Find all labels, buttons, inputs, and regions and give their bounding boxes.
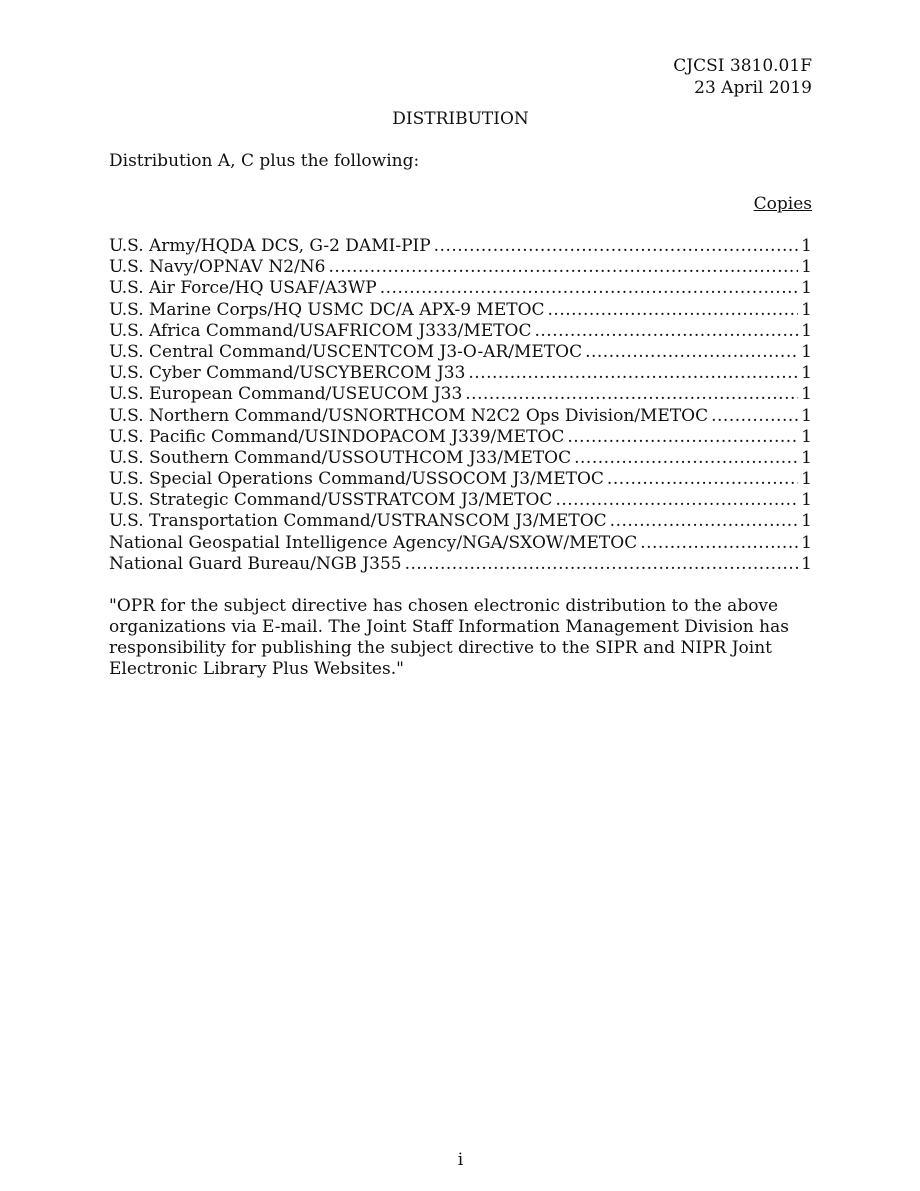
organization-name: U.S. Navy/OPNAV N2/N6 xyxy=(109,257,326,278)
copy-count: 1 xyxy=(801,553,812,574)
copy-count: 1 xyxy=(801,469,812,490)
copy-count: 1 xyxy=(801,257,812,278)
distribution-list xyxy=(109,236,812,575)
copy-count: 1 xyxy=(801,278,812,299)
organization-name: U.S. Marine Corps/HQ USMC DC/A APX-9 METOC xyxy=(109,299,545,320)
list-item xyxy=(109,236,812,257)
copy-count: 1 xyxy=(801,299,812,320)
copy-count: 1 xyxy=(801,511,812,532)
dot-leader xyxy=(434,236,799,257)
organization-name: U.S. Southern Command/USSOUTHCOM J33/METOC xyxy=(109,447,572,468)
list-item xyxy=(109,257,812,278)
copy-count: 1 xyxy=(801,236,812,256)
list-item xyxy=(109,427,812,448)
dot-leader xyxy=(465,384,798,405)
organization-name: U.S. Pacific Command/USINDOPACOM J339/METOC xyxy=(109,426,565,447)
list-item xyxy=(109,406,812,427)
document-number: CJCSI 3810.01F xyxy=(673,56,812,76)
copy-count: 1 xyxy=(801,405,812,426)
dot-leader xyxy=(610,511,799,532)
organization-name: National Geospatial Intelligence Agency/NGA/SXOW/METOC xyxy=(109,532,638,553)
list-item xyxy=(109,511,812,532)
dot-leader xyxy=(405,554,799,575)
organization-name: U.S. European Command/USEUCOM J33 xyxy=(109,384,463,405)
document-header xyxy=(673,55,812,99)
list-item xyxy=(109,533,812,554)
dot-leader xyxy=(607,469,798,490)
organization-name: U.S. Strategic Command/USSTRATCOM J3/METOC xyxy=(109,490,553,511)
dot-leader xyxy=(585,342,798,363)
document-date: 23 April 2019 xyxy=(694,78,812,98)
page-title: DISTRIBUTION xyxy=(392,109,529,129)
copy-count: 1 xyxy=(801,320,812,341)
organization-name: U.S. Special Operations Command/USSOCOM J3/METOC xyxy=(109,469,604,490)
dot-leader xyxy=(567,427,798,448)
list-item xyxy=(109,554,812,575)
document-page xyxy=(109,0,812,1191)
page-number: i xyxy=(457,1150,464,1170)
organization-name: U.S. Central Command/USCENTCOM J3-O-AR/METOC xyxy=(109,341,583,362)
distribution-note: "OPR for the subject directive has chosen electronic distribution to the above organizations via E-mail. The Joint Staff Information Management Division has responsibility for publishing the subject directive to the SIPR and NIPR Joint Electronic Library Plus Websites." xyxy=(109,596,789,679)
organization-name: U.S. Air Force/HQ USAF/A3WP xyxy=(109,278,377,299)
list-item xyxy=(109,490,812,511)
dot-leader xyxy=(640,533,798,554)
dot-leader xyxy=(555,490,798,511)
organization-name: National Guard Bureau/NGB J355 xyxy=(109,553,402,574)
organization-name: U.S. Army/HQDA DCS, G-2 DAMI-PIP xyxy=(109,236,431,256)
list-item xyxy=(109,469,812,490)
dot-leader xyxy=(548,300,799,321)
dot-leader xyxy=(535,321,799,342)
dot-leader xyxy=(380,278,798,299)
distribution-intro: Distribution A, C plus the following: xyxy=(109,151,420,171)
dot-leader xyxy=(711,406,798,427)
organization-name: U.S. Transportation Command/USTRANSCOM J3/METOC xyxy=(109,511,607,532)
organization-name: U.S. Africa Command/USAFRICOM J333/METOC xyxy=(109,320,532,341)
list-item xyxy=(109,384,812,405)
copy-count: 1 xyxy=(801,341,812,362)
copy-count: 1 xyxy=(801,384,812,405)
copy-count: 1 xyxy=(801,532,812,553)
dot-leader xyxy=(468,363,798,384)
dot-leader xyxy=(328,257,798,278)
organization-name: U.S. Northern Command/USNORTHCOM N2C2 Ops Division/METOC xyxy=(109,405,709,426)
organization-name: U.S. Cyber Command/USCYBERCOM J33 xyxy=(109,363,466,384)
copy-count: 1 xyxy=(801,426,812,447)
dot-leader xyxy=(574,448,798,469)
copy-count: 1 xyxy=(801,363,812,384)
copy-count: 1 xyxy=(801,490,812,511)
list-item xyxy=(109,278,812,299)
list-item xyxy=(109,448,812,469)
list-item xyxy=(109,363,812,384)
copy-count: 1 xyxy=(801,447,812,468)
list-item xyxy=(109,342,812,363)
list-item xyxy=(109,300,812,321)
list-item xyxy=(109,321,812,342)
copies-column-heading: Copies xyxy=(753,194,812,214)
